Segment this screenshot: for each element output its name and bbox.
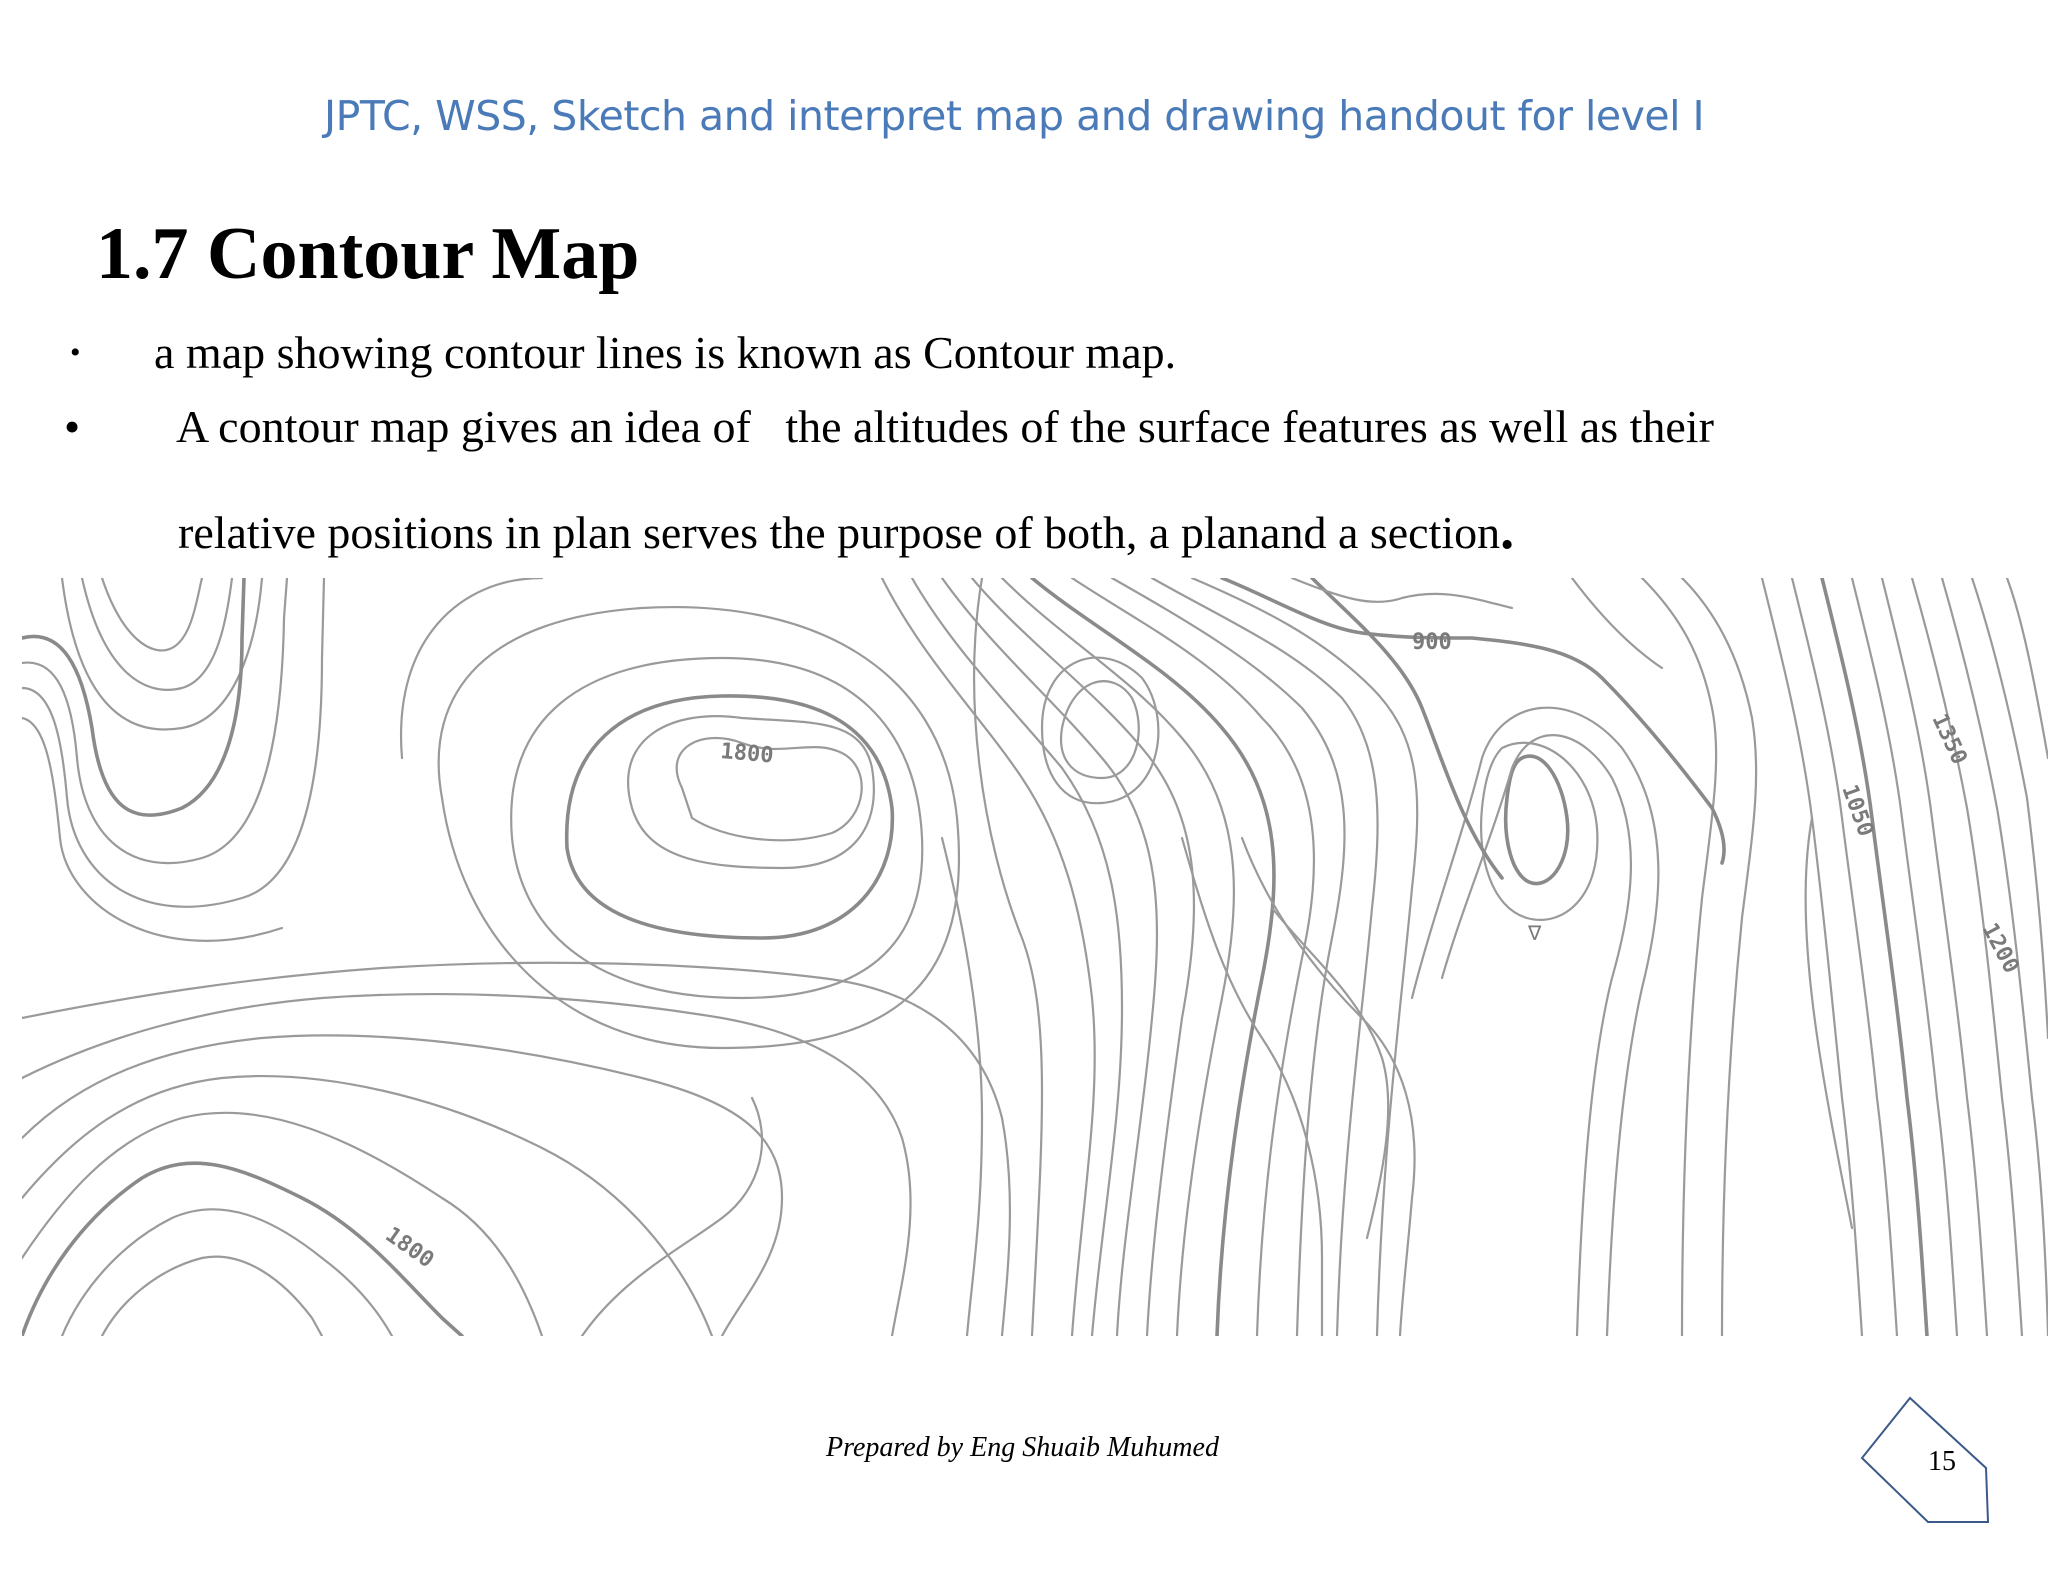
page-number: 15 — [1928, 1446, 1956, 1477]
depression-contours — [1312, 578, 1756, 1336]
bullet-end-mark: . — [1500, 499, 1515, 561]
footer-prepared-by: Prepared by Eng Shuaib Muhumed — [826, 1432, 1219, 1463]
contour-label-1050: 1050 — [1836, 781, 1878, 840]
left-ridge-contours — [22, 578, 324, 941]
right-slope-contours — [1762, 578, 2048, 1336]
bullet-item-2 — [64, 400, 1714, 453]
contour-label-1800-hill: 1800 — [719, 739, 775, 769]
contour-map-figure — [22, 578, 2048, 1336]
knoll-contours — [1042, 658, 1158, 804]
bullet-marker: • — [70, 336, 81, 369]
top-900-contours — [1222, 578, 1724, 863]
page-number-badge-icon — [1858, 1396, 1990, 1528]
hill-1800-contours — [401, 578, 959, 1048]
contour-label-1800-lower: 1800 — [380, 1222, 439, 1274]
bullet-item-1 — [64, 326, 1176, 379]
running-header: JPTC, WSS, Sketch and interpret map and drawing handout for level I — [324, 92, 1705, 140]
bullet-text: a map showing contour lines is known as Contour map. — [154, 327, 1177, 378]
bullet-text-line1: A contour map gives an idea of the altitudes of the surface features as well as their — [176, 401, 1714, 452]
contour-label-1200: 1200 — [1976, 919, 2024, 978]
contour-label-900: 900 — [1412, 630, 1452, 655]
bullet-item-2-continued — [178, 498, 1514, 562]
depression-marker-icon: ∇ — [1528, 921, 1542, 945]
bullet-marker: • — [64, 401, 81, 452]
bullet-text-line2: relative positions in plan serves the purpose of both, a planand a section — [178, 507, 1501, 558]
contour-label-1350: 1350 — [1926, 709, 1972, 769]
contour-map-drawing — [22, 578, 2048, 1336]
section-heading: 1.7 Contour Map — [96, 213, 640, 295]
middle-contours — [942, 578, 1415, 1336]
lower-left-contours — [22, 963, 1010, 1336]
